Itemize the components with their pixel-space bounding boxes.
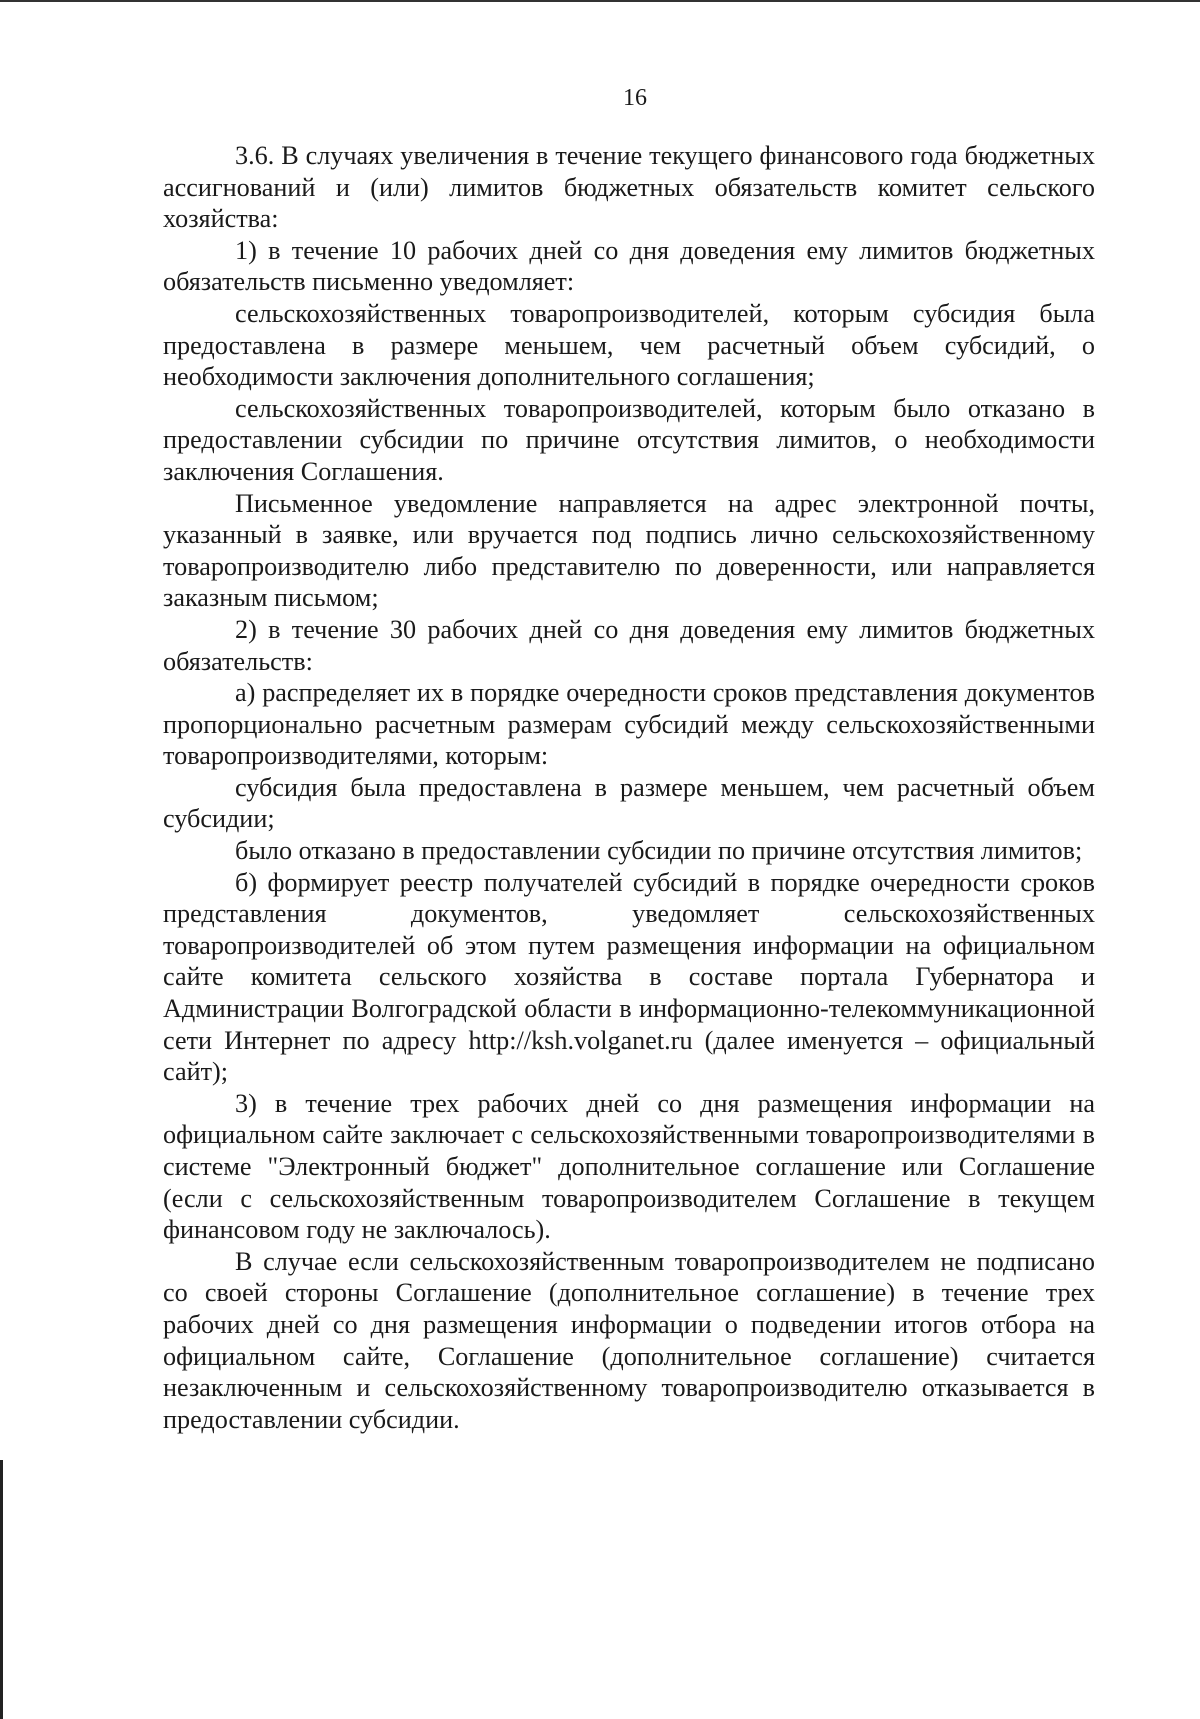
paragraph-notice-delivery: Письменное уведомление направляется на адрес электронной почты, указанный в заявке, или вручается под подпись лично сельскохозяйственному товаропроизводителю либо представителю по доверенности, или направляется заказным письмом; (163, 488, 1095, 613)
scan-edge-top (0, 0, 1200, 2)
scan-edge-left (0, 1460, 3, 1719)
paragraph-item-1-recipients-refused: сельскохозяйственных товаропроизводителей, которым было отказано в предоставлении субсидии по причине отсутствия лимитов, о необходимости заключения Соглашения. (163, 393, 1095, 486)
document-body (163, 140, 1095, 1435)
paragraph-item-2a-reduced: субсидия была предоставлена в размере меньшем, чем расчетный объем субсидии; (163, 772, 1095, 834)
paragraph-item-3: 3) в течение трех рабочих дней со дня размещения информации на официальном сайте заключает с сельскохозяйственными товаропроизводителями в системе "Электронный бюджет" дополнительное соглашение или Соглашение (если с сельскохозяйственным товаропроизводителем Соглашение в текущем финансовом году не заключалось). (163, 1088, 1095, 1245)
page-number: 16 (623, 85, 647, 111)
paragraph-item-2b: б) формирует реестр получателей субсидий в порядке очередности сроков представления документов, уведомляет сельскохозяйственных товаропроизводителей об этом путем размещения информации на официальном сайте комитета сельского хозяйства в составе портала Губернатора и Администрации Волгоградской области в информационно-телекоммуникационной сети Интернет по адресу http://ksh.volganet.ru (далее именуется – официальный сайт); (163, 867, 1095, 1087)
paragraph-item-1-recipients-reduced: сельскохозяйственных товаропроизводителей, которым субсидия была предоставлена в размере меньшем, чем расчетный объем субсидий, о необходимости заключения дополнительного соглашения; (163, 298, 1095, 392)
paragraph-item-2a: а) распределяет их в порядке очередности сроков представления документов пропорционально расчетным размерам субсидий между сельскохозяйственными товаропроизводителями, которым: (163, 678, 1095, 771)
paragraph-item-2a-refused: было отказано в предоставлении субсидии по причине отсутствия лимитов; (235, 836, 1083, 866)
paragraph-3-6: 3.6. В случаях увеличения в течение текущего финансового года бюджетных ассигнований и (или) лимитов бюджетных обязательств комитет сельского хозяйства: (163, 141, 1095, 234)
paragraph-item-1: 1) в течение 10 рабочих дней со дня доведения ему лимитов бюджетных обязательств письменно уведомляет: (163, 235, 1095, 297)
paragraph-unsigned-agreement: В случае если сельскохозяйственным товаропроизводителем не подписано со своей стороны Соглашение (дополнительное соглашение) в течение трех рабочих дней со дня размещения информации о подведении итогов отбора на официальном сайте, Соглашение (дополнительное соглашение) считается незаключенным и сельскохозяйственному товаропроизводителю отказывается в предоставлении субсидии. (163, 1246, 1095, 1434)
paragraph-item-2: 2) в течение 30 рабочих дней со дня доведения ему лимитов бюджетных обязательств: (163, 614, 1095, 676)
